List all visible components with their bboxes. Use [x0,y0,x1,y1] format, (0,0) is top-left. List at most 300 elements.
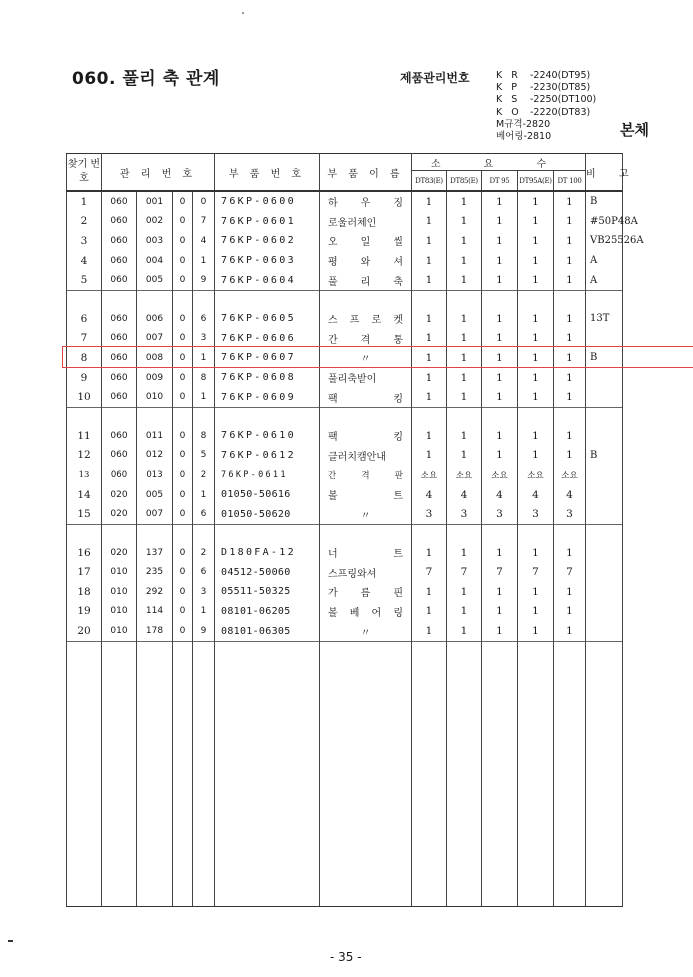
header-qty: 소 요 수 [412,154,586,171]
part-no-cell: 05511-50325 [215,582,320,602]
remarks-cell: B [586,191,623,212]
qty-cell: 1 [518,602,554,622]
qty-cell: 1 [412,368,447,388]
empty-cell [102,818,137,862]
part-no-cell: 76KP-0607 [215,348,320,368]
mgmt-rev-cell: 0 [173,212,193,232]
empty-cell [447,862,482,907]
mgmt-check-cell: 3 [193,582,215,602]
header-remarks: 비 고 [586,154,623,192]
empty-cell [215,818,320,862]
qty-cell: 1 [554,251,586,271]
bearing-code: 베어링-2810 [496,131,552,143]
qty-cell: 1 [412,582,447,602]
qty-cell: 1 [482,407,518,445]
empty-cell [447,641,482,686]
part-name-cell: 간 격 통 [320,329,412,349]
part-name-cell: 오 일 씰 [320,231,412,251]
qty-cell: 1 [554,524,586,562]
empty-cell [215,774,320,818]
empty-cell [102,774,137,818]
find-no-cell: 16 [67,524,102,562]
product-mgmt-label: 제품관리번호 [400,71,470,85]
find-no-cell: 14 [67,485,102,505]
remarks-cell [586,563,623,583]
mgmt-seq-cell: 008 [137,348,173,368]
part-no-cell: 08101-06205 [215,602,320,622]
mgmt-check-cell: 1 [193,251,215,271]
part-name-cell: 팩 킹 [320,387,412,407]
qty-cell: 1 [518,387,554,407]
mgmt-rev-cell: 0 [173,270,193,290]
part-name-cell: 로울러체인 [320,212,412,232]
find-no-cell: 5 [67,270,102,290]
qty-cell: 1 [554,231,586,251]
empty-cell [554,730,586,774]
qty-cell: 1 [518,621,554,641]
qty-cell: 1 [447,446,482,466]
find-no-cell: 9 [67,368,102,388]
page-number: - 35 - [330,950,362,964]
table-row [67,407,623,445]
part-name-cell: 간 격 판 [320,465,412,485]
qty-cell: 3 [447,504,482,524]
mgmt-check-cell: 7 [193,212,215,232]
qty-cell: 1 [518,231,554,251]
table-row [67,191,623,212]
mgmt-group-cell: 060 [102,446,137,466]
empty-cell [518,641,554,686]
find-no-cell: 19 [67,602,102,622]
mgmt-seq-cell: 007 [137,504,173,524]
qty-cell: 1 [447,621,482,641]
part-no-cell: 08101-06305 [215,621,320,641]
mgmt-rev-cell: 0 [173,524,193,562]
qty-cell: 1 [447,290,482,328]
mgmt-group-cell: 060 [102,348,137,368]
part-no-cell: 01050-50620 [215,504,320,524]
qty-cell: 4 [554,485,586,505]
header-part-no: 부 품 번 호 [215,154,320,192]
empty-cell [67,730,102,774]
qty-cell: 4 [518,485,554,505]
qty-cell: 1 [518,582,554,602]
qty-cell: 1 [518,270,554,290]
mgmt-check-cell: 4 [193,231,215,251]
mgmt-check-cell: 0 [193,191,215,212]
table-row [67,251,623,271]
part-no-cell: 76KP-0608 [215,368,320,388]
mgmt-check-cell: 2 [193,524,215,562]
qty-cell: 1 [554,368,586,388]
mgmt-rev-cell: 0 [173,563,193,583]
part-no-cell: 76KP-0604 [215,270,320,290]
empty-cell [412,862,447,907]
qty-cell: 1 [412,191,447,212]
qty-cell: 1 [554,270,586,290]
mgmt-seq-cell: 010 [137,387,173,407]
qty-cell: 7 [447,563,482,583]
qty-cell: 1 [412,621,447,641]
find-no-cell: 6 [67,290,102,328]
product-code-row: K O -2220(DT83) [496,106,591,118]
empty-cell [193,862,215,907]
qty-cell: 1 [447,329,482,349]
mgmt-group-cell: 020 [102,485,137,505]
mgmt-seq-cell: 001 [137,191,173,212]
header-find-no: 찾기 번호 [67,154,102,192]
empty-cell [137,641,173,686]
mgmt-check-cell: 8 [193,407,215,445]
empty-cell [173,774,193,818]
mgmt-check-cell: 9 [193,621,215,641]
mgmt-group-cell: 060 [102,387,137,407]
part-no-cell: 76KP-0606 [215,329,320,349]
empty-cell [518,686,554,730]
qty-cell: 소요 [447,465,482,485]
empty-cell [554,774,586,818]
empty-cell [482,641,518,686]
empty-cell [412,641,447,686]
parts-table [66,153,644,907]
mgmt-rev-cell: 0 [173,251,193,271]
table-row [67,368,623,388]
mgmt-seq-cell: 003 [137,231,173,251]
qty-cell: 1 [554,602,586,622]
qty-cell: 1 [412,290,447,328]
qty-cell: 소요 [482,465,518,485]
table-row [67,290,623,328]
qty-cell: 1 [412,407,447,445]
empty-cell [482,862,518,907]
find-no-cell: 11 [67,407,102,445]
mgmt-group-cell: 060 [102,231,137,251]
empty-cell [193,818,215,862]
part-name-cell: 풀리축받이 [320,368,412,388]
find-no-cell: 1 [67,191,102,212]
table-row [67,465,623,485]
qty-cell: 1 [482,251,518,271]
mgmt-rev-cell: 0 [173,446,193,466]
mgmt-check-cell: 1 [193,387,215,407]
part-no-cell: 76KP-0602 [215,231,320,251]
mgmt-seq-cell: 005 [137,270,173,290]
qty-cell: 1 [447,212,482,232]
qty-cell: 1 [482,524,518,562]
mgmt-rev-cell: 0 [173,485,193,505]
qty-cell: 1 [412,251,447,271]
empty-cell [137,686,173,730]
table-row [67,231,623,251]
empty-cell [586,818,623,862]
product-code-row: K S -2250(DT100) [496,94,597,106]
mgmt-group-cell: 060 [102,212,137,232]
mgmt-group-cell: 010 [102,621,137,641]
empty-row [67,818,623,862]
table-row [67,582,623,602]
find-no-cell: 12 [67,446,102,466]
mgmt-rev-cell: 0 [173,329,193,349]
qty-cell: 1 [518,191,554,212]
empty-cell [447,774,482,818]
table-row [67,602,623,622]
table-row [67,524,623,562]
qty-cell: 1 [554,212,586,232]
part-no-cell: 76KP-0601 [215,212,320,232]
remarks-cell: B [586,446,623,466]
qty-cell: 1 [554,582,586,602]
table-row [67,485,623,505]
part-name-cell: 풀 리 축 [320,270,412,290]
mgmt-seq-cell: 006 [137,290,173,328]
mgmt-seq-cell: 012 [137,446,173,466]
empty-cell [173,641,193,686]
mgmt-rev-cell: 0 [173,348,193,368]
empty-cell [193,730,215,774]
qty-cell: 1 [447,387,482,407]
qty-cell: 1 [447,348,482,368]
header-qty-col: DT85(E) [447,171,482,192]
remarks-cell: #50P48A [586,212,623,232]
header-qty-col: DT 95 [482,171,518,192]
mgmt-group-cell: 020 [102,504,137,524]
qty-cell: 1 [482,231,518,251]
table-row [67,387,623,407]
empty-cell [518,774,554,818]
empty-cell [102,686,137,730]
mgmt-seq-cell: 013 [137,465,173,485]
mgmt-seq-cell: 178 [137,621,173,641]
row-highlight-edge [62,346,63,368]
mgmt-group-cell: 060 [102,407,137,445]
header-qty-col: DT 100 [554,171,586,192]
qty-cell: 1 [412,446,447,466]
empty-cell [102,730,137,774]
qty-cell: 1 [518,329,554,349]
qty-cell: 1 [447,251,482,271]
find-no-cell: 3 [67,231,102,251]
header-mgmt-no: 관 리 번 호 [102,154,215,192]
qty-cell: 1 [554,621,586,641]
find-no-cell: 7 [67,329,102,349]
empty-cell [412,818,447,862]
mgmt-rev-cell: 0 [173,290,193,328]
empty-cell [173,818,193,862]
product-code-row: K R -2240(DT95) [496,70,591,81]
find-no-cell: 10 [67,387,102,407]
qty-cell: 4 [412,485,447,505]
header-qty-col: DT95A(E) [518,171,554,192]
qty-cell: 1 [482,582,518,602]
qty-cell: 1 [412,231,447,251]
part-no-cell: 76KP-0610 [215,407,320,445]
qty-cell: 1 [518,446,554,466]
empty-cell [67,641,102,686]
remarks-cell [586,407,623,445]
mgmt-check-cell: 1 [193,485,215,505]
mgmt-seq-cell: 002 [137,212,173,232]
empty-cell [412,686,447,730]
header-qty-col: DT83(E) [412,171,447,192]
empty-cell [67,686,102,730]
mgmt-check-cell: 6 [193,504,215,524]
part-name-cell: 볼 트 [320,485,412,505]
scan-mark [8,940,13,942]
qty-cell: 소요 [554,465,586,485]
empty-row [67,641,623,686]
mgmt-rev-cell: 0 [173,465,193,485]
empty-cell [518,730,554,774]
table-row [67,446,623,466]
empty-cell [137,774,173,818]
find-no-cell: 4 [67,251,102,271]
qty-cell: 1 [518,290,554,328]
qty-cell: 1 [482,387,518,407]
empty-cell [215,862,320,907]
qty-cell: 1 [412,387,447,407]
part-no-cell: 76KP-0612 [215,446,320,466]
mgmt-group-cell: 060 [102,290,137,328]
mgmt-group-cell: 020 [102,524,137,562]
mgmt-check-cell: 9 [193,270,215,290]
remarks-cell [586,504,623,524]
empty-row [67,730,623,774]
mgmt-rev-cell: 0 [173,231,193,251]
qty-cell: 1 [482,329,518,349]
qty-cell: 3 [518,504,554,524]
empty-row [67,686,623,730]
part-name-cell: 팩 킹 [320,407,412,445]
empty-cell [137,730,173,774]
qty-cell: 4 [482,485,518,505]
mgmt-group-cell: 060 [102,329,137,349]
empty-cell [102,862,137,907]
table-row [67,621,623,641]
product-code-row: K P -2230(DT85) [496,82,591,94]
mgmt-seq-cell: 292 [137,582,173,602]
part-no-cell: 76KP-0600 [215,191,320,212]
remarks-cell [586,485,623,505]
mgmt-seq-cell: 005 [137,485,173,505]
empty-cell [102,641,137,686]
empty-cell [173,686,193,730]
qty-cell: 1 [482,602,518,622]
qty-cell: 1 [447,191,482,212]
empty-cell [586,730,623,774]
empty-cell [447,686,482,730]
qty-cell: 4 [447,485,482,505]
qty-cell: 1 [447,582,482,602]
empty-cell [482,730,518,774]
qty-cell: 1 [447,524,482,562]
remarks-cell: A [586,270,623,290]
part-name-cell: 하 우 징 [320,191,412,212]
qty-cell: 소요 [412,465,447,485]
qty-cell: 1 [554,446,586,466]
page-title: 060. 풀리 축 관계 [72,69,220,89]
mgmt-group-cell: 060 [102,191,137,212]
find-no-cell: 2 [67,212,102,232]
empty-row [67,774,623,818]
m-spec: M규격-2820 [496,118,551,130]
qty-cell: 1 [482,270,518,290]
qty-cell: 1 [554,407,586,445]
table-row [67,563,623,583]
qty-cell: 소요 [518,465,554,485]
empty-cell [412,774,447,818]
mgmt-seq-cell: 137 [137,524,173,562]
mgmt-check-cell: 6 [193,563,215,583]
qty-cell: 1 [518,407,554,445]
part-name-cell: 클러치캠안내 [320,446,412,466]
part-no-cell: 76KP-0605 [215,290,320,328]
mgmt-check-cell: 8 [193,368,215,388]
remarks-cell: VB25526A [586,231,623,251]
qty-cell: 1 [447,231,482,251]
qty-cell: 7 [482,563,518,583]
find-no-cell: 17 [67,563,102,583]
remarks-cell: 13T [586,290,623,328]
mgmt-rev-cell: 0 [173,602,193,622]
qty-cell: 1 [518,524,554,562]
empty-cell [554,862,586,907]
mgmt-rev-cell: 0 [173,621,193,641]
remarks-cell [586,465,623,485]
qty-cell: 3 [554,504,586,524]
mgmt-check-cell: 3 [193,329,215,349]
empty-cell [67,774,102,818]
empty-cell [320,818,412,862]
empty-cell [137,862,173,907]
part-name-cell: 〃 [320,504,412,524]
remarks-cell: A [586,251,623,271]
mgmt-seq-cell: 004 [137,251,173,271]
mgmt-seq-cell: 011 [137,407,173,445]
empty-cell [173,730,193,774]
empty-cell [482,774,518,818]
mgmt-check-cell: 1 [193,348,215,368]
remarks-cell: B [586,348,623,368]
qty-cell: 1 [412,602,447,622]
qty-cell: 7 [518,563,554,583]
table-row [67,270,623,290]
row-highlight-line [62,346,693,368]
empty-cell [482,818,518,862]
empty-cell [193,686,215,730]
empty-cell [554,818,586,862]
part-name-cell: 볼 베 어 링 [320,602,412,622]
empty-cell [320,686,412,730]
qty-cell: 1 [482,621,518,641]
part-name-cell: 스 프 로 켓 [320,290,412,328]
mgmt-rev-cell: 0 [173,504,193,524]
mgmt-seq-cell: 009 [137,368,173,388]
part-name-cell: 〃 [320,621,412,641]
remarks-cell [586,582,623,602]
qty-cell: 1 [412,524,447,562]
qty-cell: 1 [482,446,518,466]
table-row [67,212,623,232]
find-no-cell: 20 [67,621,102,641]
qty-cell: 1 [412,329,447,349]
qty-cell: 1 [482,368,518,388]
find-no-cell: 8 [67,348,102,368]
part-name-cell: 가 름 핀 [320,582,412,602]
empty-cell [320,730,412,774]
qty-cell: 1 [412,212,447,232]
qty-cell: 3 [482,504,518,524]
empty-cell [320,774,412,818]
